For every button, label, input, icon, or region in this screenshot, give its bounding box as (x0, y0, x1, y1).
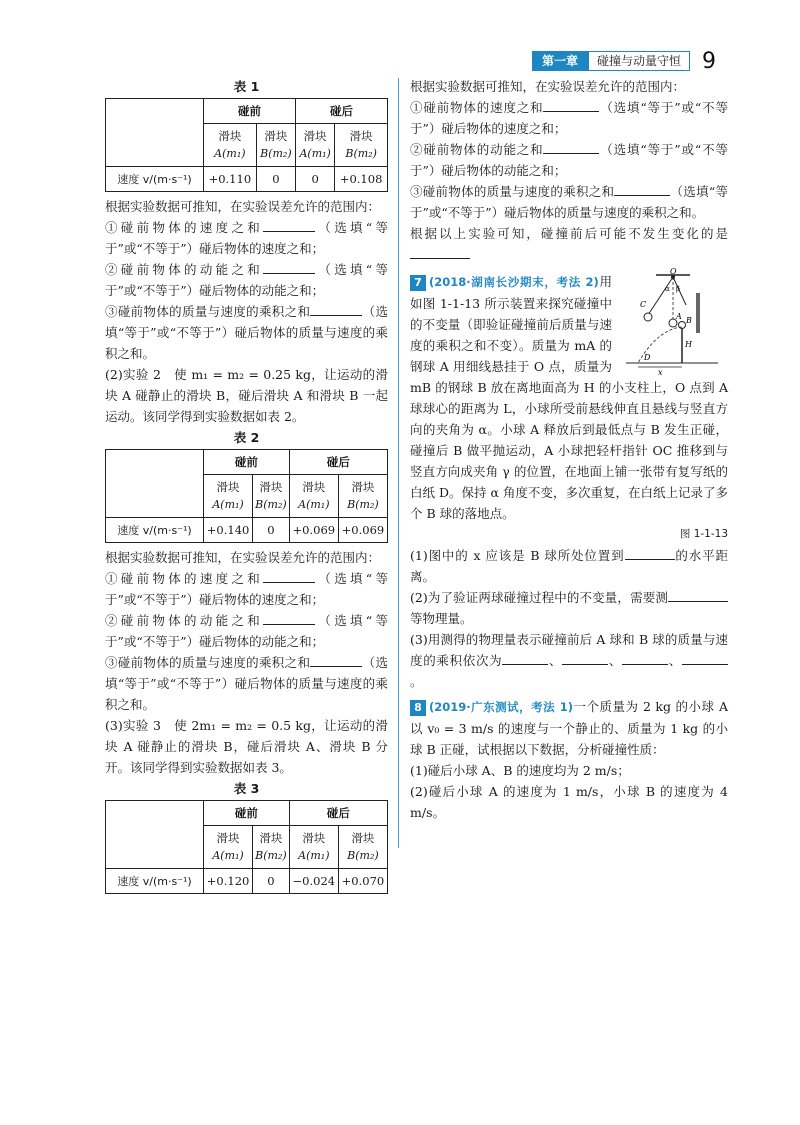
answer-blank[interactable] (668, 587, 728, 602)
answer-blank[interactable] (263, 568, 315, 583)
stand (696, 293, 700, 333)
table-cell: +0.070 (338, 869, 387, 894)
question-line: ③碰前物体的质量与速度的乘积之和 （选填“等于”或“不等于”）碰后物体的质量与速度的乘积之和。 (410, 181, 728, 223)
col-header: 滑块 B(m₂) (256, 124, 295, 167)
table-cell: 0 (253, 869, 290, 894)
col-header: 滑块 A(m₁) (204, 124, 257, 167)
question-line: ③碰前物体的质量与速度的乘积之和 （选填“等于”或“不等于”）碰后物体的质量与速度的乘积之和。 (105, 652, 388, 715)
answer-blank[interactable] (310, 301, 362, 316)
table-corner (106, 450, 204, 518)
page-number: 9 (702, 48, 717, 74)
question-line: ①碰前物体的速度之和 （选填“等于”或“不等于”）碰后物体的速度之和； (410, 97, 728, 139)
question-7 (410, 267, 728, 692)
table-corner (106, 99, 204, 167)
table-cell: 0 (256, 167, 295, 192)
col-header: 滑块 A(m₁) (289, 475, 338, 518)
table-corner (106, 801, 204, 869)
answer-blank[interactable] (502, 650, 548, 665)
table-3 (105, 800, 388, 894)
answer-blank[interactable] (263, 610, 315, 625)
question-line: ②碰前物体的动能之和 （选填“等于”或“不等于”）碰后物体的动能之和； (410, 139, 728, 181)
row-header: 速度 v/(m·s⁻¹) (106, 518, 204, 543)
col-header: 滑块 A(m₁) (289, 826, 338, 869)
page-header (532, 50, 716, 72)
right-column (410, 76, 728, 823)
col-header: 滑块 B(m₂) (338, 826, 387, 869)
question-line: ①碰前物体的速度之和 （选填“等于”或“不等于”）碰后物体的速度之和； (105, 217, 388, 259)
answer-blank[interactable] (543, 97, 599, 112)
question-8 (410, 696, 728, 823)
ball-a-start (644, 313, 652, 321)
question-line: (2)碰后小球 A 的速度为 1 m/s，小球 B 的速度为 4 m/s。 (410, 784, 728, 820)
label-d: D (644, 353, 651, 362)
question-line: ①碰前物体的速度之和 （选填“等于”或“不等于”）碰后物体的速度之和； (105, 568, 388, 610)
answer-blank[interactable] (263, 217, 315, 232)
table-cell: +0.069 (338, 518, 387, 543)
answer-blank[interactable] (543, 139, 599, 154)
col-header: 滑块 B(m₂) (253, 826, 290, 869)
group-after: 碰后 (289, 450, 387, 475)
question-number: 8 (410, 700, 426, 716)
chapter-title: 碰撞与动量守恒 (588, 51, 690, 71)
col-header: 滑块 B(m₂) (253, 475, 290, 518)
col-header: 滑块 A(m₁) (204, 826, 253, 869)
figure-caption: 图 1-1-13 (679, 528, 728, 540)
question-line: (2)为了验证两球碰撞过程中的不变量，需要测等物理量。 (410, 587, 728, 629)
left-column (105, 76, 388, 898)
table1-caption: 表 1 (233, 79, 260, 94)
paragraph: 根据实验数据可推知，在实验误差允许的范围内： (105, 550, 381, 565)
paragraph: 根据实验数据可推知，在实验误差允许的范围内： (105, 199, 381, 214)
col-header: 滑块 B(m₂) (338, 475, 387, 518)
figure-1-1-13 (618, 267, 728, 377)
answer-blank[interactable] (625, 545, 675, 560)
table-cell: 0 (296, 167, 335, 192)
table-cell: +0.108 (335, 167, 388, 192)
label-o: O (670, 267, 677, 276)
question-8-text: 8 (2019·广东测试，考法 1)一个质量为 2 kg 的小球 A 以 v₀ = 3 m/s 的速度与一个静止的、质量为 1 kg 的小球 B 正碰，试根据以下数据，分析碰撞性质： (410, 699, 728, 757)
question-7-text: 7 (2018·湖南长沙期末，考法 2)用如图 1-1-13 所示装置来探究碰撞中的不变量（即验证碰撞前后质量与速度的乘积之和不变）。质量为 mA 的钢球 A 用细线悬挂于 O 点，质量为 mB 的钢球 B 放在离地面高为 H 的小支柱上，O 点到 A 球球心的距离为 L，小球所受前悬线伸直且悬线与竖直方向的夹角为 α。小球 A 释放后到最低点与 B 发生正碰，碰撞后 B 做平抛运动，A 小球把轻杆指针 OC 推移到与竖直方向成夹角 γ 的位置，在地面上铺一张带有复写纸的白纸 D。保持 α 角度不变，多次重复，在白纸上记录了多个 B 球的落地点。 (410, 274, 728, 521)
question-line: 根据以上实验可知，碰撞前后可能不发生变化的是 (410, 223, 728, 265)
column-divider (398, 78, 399, 848)
table2-caption: 表 2 (233, 430, 260, 445)
table-1 (105, 98, 388, 192)
question-line: ②碰前物体的动能之和 （选填“等于”或“不等于”）碰后物体的动能之和； (105, 610, 388, 652)
label-c: C (640, 300, 647, 309)
table-cell: +0.110 (204, 167, 257, 192)
question-number: 7 (410, 275, 426, 291)
paragraph: (3)实验 3 使 2m₁ = m₂ = 0.5 kg，让运动的滑块 A 碰静止的滑块 B，碰后滑块 A、滑块 B 分开。该同学得到实验数据如表 3。 (105, 718, 388, 775)
col-header: 滑块 B(m₂) (335, 124, 388, 167)
question-line: (1)图中的 x 应该是 B 球所处位置到 的水平距离。 (410, 545, 728, 587)
table-cell: +0.069 (289, 518, 338, 543)
question-source: (2019·广东测试，考法 1) (429, 700, 573, 714)
group-before: 碰前 (204, 99, 296, 124)
label-x: x (658, 368, 663, 377)
table-cell: 0 (253, 518, 290, 543)
question-source: (2018·湖南长沙期末，考法 2) (429, 275, 599, 289)
col-header: 滑块 A(m₁) (204, 475, 253, 518)
table-cell: +0.140 (204, 518, 253, 543)
answer-blank[interactable] (263, 259, 315, 274)
answer-blank[interactable] (562, 650, 608, 665)
answer-blank[interactable] (614, 181, 670, 196)
chapter-label: 第一章 (532, 51, 588, 71)
group-after: 碰后 (289, 801, 387, 826)
answer-blank[interactable] (622, 650, 668, 665)
question-line: ②碰前物体的动能之和 （选填“等于”或“不等于”）碰后物体的动能之和； (105, 259, 388, 301)
group-before: 碰前 (204, 450, 290, 475)
question-line: ③碰前物体的质量与速度的乘积之和 （选填“等于”或“不等于”）碰后物体的质量与速度的乘积之和。 (105, 301, 388, 364)
table-2 (105, 449, 388, 543)
question-line: (1)碰后小球 A、B 的速度均为 2 m/s； (410, 763, 630, 778)
table-cell: −0.024 (289, 869, 338, 894)
answer-blank[interactable] (682, 650, 728, 665)
label-beta: β (676, 285, 681, 293)
answer-blank[interactable] (410, 244, 470, 259)
label-b: B (686, 316, 692, 325)
group-before: 碰前 (204, 801, 290, 826)
group-after: 碰后 (296, 99, 388, 124)
label-h: H (685, 340, 692, 349)
row-header: 速度 v/(m·s⁻¹) (106, 869, 204, 894)
col-header: 滑块 A(m₁) (296, 124, 335, 167)
label-alpha: α (665, 285, 670, 293)
label-a: A (676, 312, 682, 321)
string-line (648, 277, 673, 315)
answer-blank[interactable] (310, 652, 362, 667)
row-header: 速度 v/(m·s⁻¹) (106, 167, 204, 192)
paragraph: (2)实验 2 使 m₁ = m₂ = 0.25 kg，让运动的滑块 A 碰静止的滑块 B，碰后滑块 A 和滑块 B 一起运动。该同学得到实验数据如表 2。 (105, 367, 388, 424)
paragraph: 根据实验数据可推知，在实验误差允许的范围内： (410, 79, 686, 94)
table3-caption: 表 3 (233, 781, 260, 796)
table-cell: +0.120 (204, 869, 253, 894)
question-line: (3)用测得的物理量表示碰撞前后 A 球和 B 球的质量与速度的乘积依次为 、 、 、。 (410, 632, 728, 689)
